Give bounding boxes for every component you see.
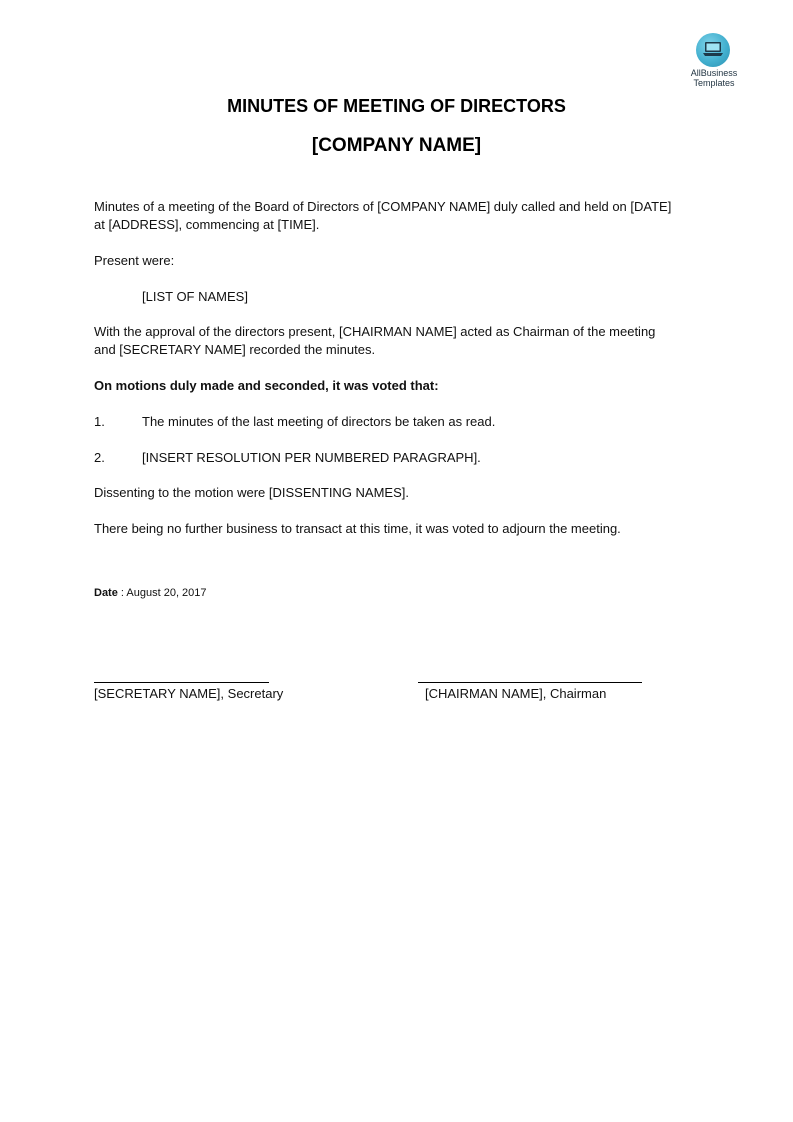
names-list: [LIST OF NAMES]	[142, 289, 248, 304]
date-label: Date	[94, 587, 118, 599]
intro-line-2: at [ADDRESS], commencing at [TIME].	[94, 217, 320, 232]
chairman-signature-label: [CHAIRMAN NAME], Chairman	[425, 686, 607, 701]
document-title: MINUTES OF MEETING OF DIRECTORS	[227, 96, 566, 116]
resolution-text: The minutes of the last meeting of directors be taken as read.	[142, 414, 496, 429]
date-separator: :	[117, 587, 127, 599]
secretary-signature-label: [SECRETARY NAME], Secretary	[94, 686, 284, 701]
chairman-signature-line	[418, 682, 642, 683]
approval-line-2: and [SECRETARY NAME] recorded the minutes.	[94, 342, 376, 357]
logo-brand-line1: AllBusiness	[690, 68, 738, 78]
intro-line-1: Minutes of a meeting of the Board of Directors of [COMPANY NAME] duly called and held on [DATE]	[94, 199, 672, 214]
date-line	[94, 585, 207, 601]
logo-text	[684, 68, 744, 88]
adjourn-paragraph: There being no further business to transact at this time, it was voted to adjourn the meeting.	[94, 521, 621, 536]
date-value: August 20, 2017	[126, 587, 207, 599]
resolution-number: 1.	[94, 414, 105, 429]
intro-paragraph	[94, 198, 694, 234]
present-label: Present were:	[94, 253, 175, 268]
laptop-icon	[696, 33, 730, 67]
logo-brand-line2: Templates	[693, 78, 735, 88]
dissent-paragraph: Dissenting to the motion were [DISSENTING NAMES].	[94, 485, 409, 500]
resolution-text: [INSERT RESOLUTION PER NUMBERED PARAGRAPH].	[142, 450, 481, 465]
allbusiness-logo	[684, 32, 744, 92]
approval-line-1: With the approval of the directors present, [CHAIRMAN NAME] acted as Chairman of the meeting	[94, 324, 656, 339]
company-name-heading: [COMPANY NAME]	[311, 135, 482, 156]
resolution-number: 2.	[94, 450, 105, 465]
laptop-graphic	[702, 41, 724, 58]
secretary-signature-line	[94, 682, 269, 683]
motions-heading: On motions duly made and seconded, it was voted that:	[94, 378, 439, 393]
approval-paragraph	[94, 323, 694, 359]
